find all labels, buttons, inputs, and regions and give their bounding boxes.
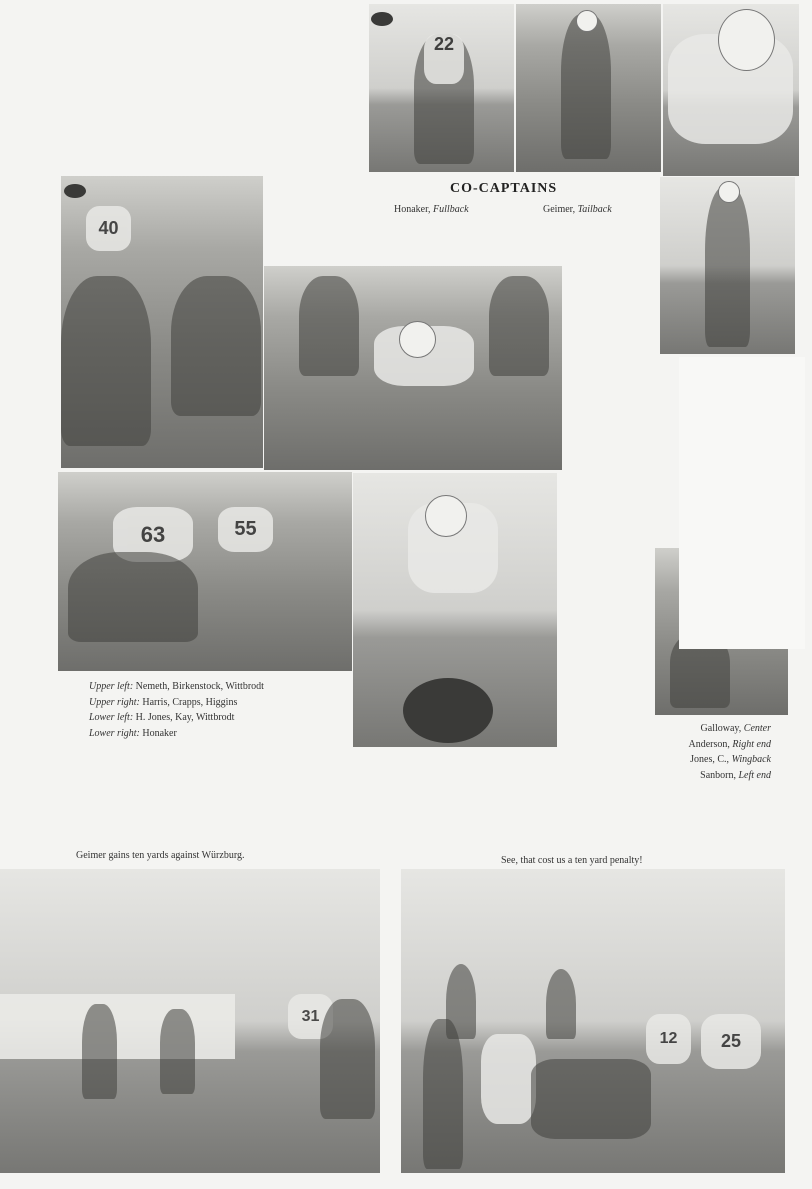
player-helmet bbox=[425, 495, 467, 537]
photo-passer bbox=[369, 4, 514, 172]
caption-line: Lower right: Honaker bbox=[89, 727, 177, 739]
photo-receiver bbox=[660, 177, 795, 354]
co-captain-right bbox=[543, 204, 612, 215]
player-figure bbox=[423, 1019, 463, 1169]
player-figure bbox=[320, 999, 375, 1119]
caption-line: Upper right: Harris, Crapps, Higgins bbox=[89, 696, 238, 708]
caption-line: Lower left: H. Jones, Kay, Wittbrodt bbox=[89, 712, 235, 723]
caption-line: Sanborn, Left end bbox=[700, 769, 771, 781]
co-captain-left bbox=[394, 204, 469, 215]
photo-lower-left bbox=[58, 472, 352, 671]
player-figure bbox=[489, 276, 549, 376]
bottom-left-caption: Geimer gains ten yards against Würzburg. bbox=[76, 850, 245, 861]
right-caption-block bbox=[669, 721, 771, 783]
photo-penalty bbox=[401, 869, 785, 1173]
co-captain-right-name: Geimer, bbox=[543, 204, 576, 215]
photo-runner bbox=[516, 4, 661, 172]
player-figure bbox=[160, 1009, 195, 1094]
football-icon bbox=[403, 678, 493, 743]
building bbox=[0, 994, 235, 1059]
tree bbox=[546, 969, 576, 1039]
caption-line: Upper left: Nemeth, Birkenstock, Wittbrodt bbox=[89, 681, 264, 692]
coach-jacket bbox=[481, 1034, 536, 1124]
player-figure bbox=[68, 552, 198, 642]
player-helmet bbox=[576, 10, 598, 32]
photo-upper-left bbox=[61, 176, 263, 468]
player-figure bbox=[61, 276, 151, 446]
football-icon bbox=[64, 184, 86, 198]
photo-closeup-player bbox=[663, 4, 799, 176]
photo-geimer-run bbox=[0, 869, 380, 1173]
player-figure bbox=[82, 1004, 117, 1099]
photo-lower-right bbox=[353, 473, 557, 747]
player-jersey: 25 bbox=[701, 1014, 761, 1069]
bottom-right-caption: See, that cost us a ten yard penalty! bbox=[501, 855, 643, 866]
player-figure bbox=[171, 276, 261, 416]
left-caption-block bbox=[89, 679, 264, 741]
player-jersey: 55 bbox=[218, 507, 273, 552]
co-captain-left-position: Fullback bbox=[433, 204, 469, 215]
caption-line: Jones, C., Wingback bbox=[690, 754, 771, 765]
player-jersey: 12 bbox=[646, 1014, 691, 1064]
player-jersey: 31 bbox=[288, 994, 333, 1039]
player-helmet bbox=[399, 321, 436, 358]
photo-upper-right bbox=[264, 266, 562, 470]
co-captains-heading: CO-CAPTAINS bbox=[450, 181, 558, 196]
player-helmet bbox=[718, 181, 740, 203]
football-icon bbox=[371, 12, 393, 26]
caption-line: Anderson, Right end bbox=[688, 738, 771, 750]
player-jersey: 22 bbox=[424, 34, 464, 84]
caption-line: Galloway, Center bbox=[700, 723, 771, 734]
player-jersey: 63 bbox=[113, 507, 193, 562]
player-figure bbox=[561, 14, 611, 159]
co-captain-left-name: Honaker, bbox=[394, 204, 431, 215]
player-figure bbox=[705, 187, 750, 347]
photo-mask bbox=[679, 357, 805, 649]
player-jersey: 40 bbox=[86, 206, 131, 251]
co-captain-right-position: Tailback bbox=[577, 204, 612, 215]
bench-crowd bbox=[531, 1059, 651, 1139]
player-figure bbox=[299, 276, 359, 376]
player-helmet bbox=[718, 9, 775, 71]
